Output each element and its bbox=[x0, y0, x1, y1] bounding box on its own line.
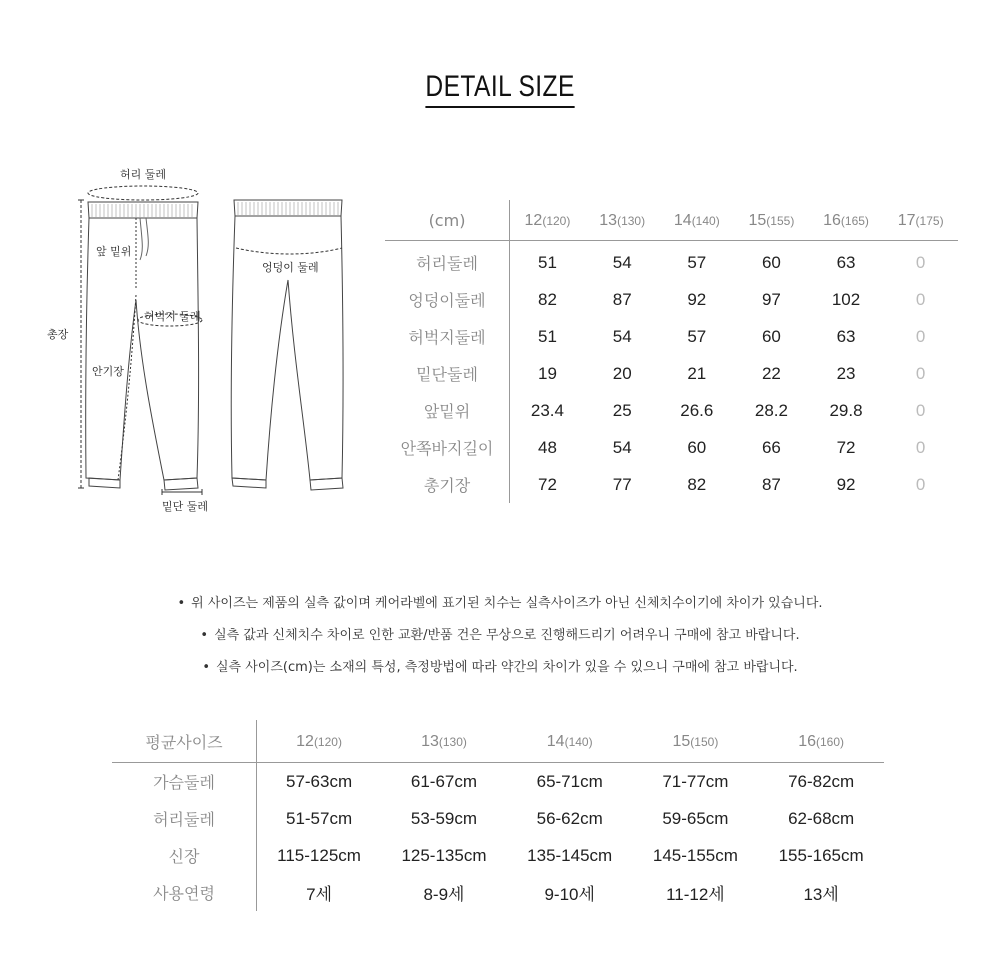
table-cell: 56-62cm bbox=[536, 808, 603, 828]
table-cell: 60 bbox=[761, 326, 781, 346]
table-cell: 51 bbox=[537, 252, 557, 272]
pants-diagram bbox=[40, 160, 370, 520]
row-label: 신장 bbox=[112, 837, 257, 874]
row-label: 가슴둘레 bbox=[112, 763, 257, 801]
note-line: • 실측 값과 신체치수 차이로 인한 교환/반품 건은 무상으로 진행해드리기 어려우니 구매에 참고 바랍니다. bbox=[200, 628, 800, 643]
table-cell: 25 bbox=[612, 400, 632, 420]
row-label: 사용연령 bbox=[112, 874, 257, 911]
table-header-row bbox=[385, 200, 958, 241]
unit-header: (cm) bbox=[385, 200, 510, 241]
table-cell: 102 bbox=[831, 289, 861, 309]
page-title: DETAIL SIZE bbox=[425, 70, 574, 108]
hip-label: 엉덩이 둘레 bbox=[262, 261, 319, 274]
bullet-icon: • bbox=[202, 660, 210, 675]
row-label: 허리둘레 bbox=[385, 241, 510, 282]
table-cell: 65-71cm bbox=[536, 771, 603, 791]
table-row bbox=[385, 281, 958, 318]
table-row bbox=[385, 318, 958, 355]
table-row bbox=[112, 837, 884, 874]
table-cell: 51 bbox=[537, 326, 557, 346]
table-cell: 59-65cm bbox=[662, 808, 729, 828]
table-cell: 0 bbox=[915, 400, 926, 420]
size-header: 16(165) bbox=[809, 200, 884, 241]
table-cell: 66 bbox=[761, 437, 781, 457]
table-cell: 11-12세 bbox=[666, 885, 725, 904]
table-row bbox=[112, 800, 884, 837]
table-cell: 77 bbox=[612, 474, 632, 494]
size-header: 17(175) bbox=[883, 200, 958, 241]
table-cell: 29.8 bbox=[829, 400, 863, 420]
row-label: 엉덩이둘레 bbox=[385, 281, 510, 318]
table-cell: 57 bbox=[687, 252, 707, 272]
table-cell: 28.2 bbox=[754, 400, 788, 420]
table-row bbox=[112, 763, 884, 801]
table-cell: 48 bbox=[537, 437, 557, 457]
table-cell: 63 bbox=[836, 326, 856, 346]
row-label: 앞밑위 bbox=[385, 392, 510, 429]
table-cell: 21 bbox=[687, 363, 707, 383]
table-cell: 115-125cm bbox=[277, 845, 361, 865]
page-title-wrap bbox=[0, 70, 1000, 108]
row-label: 총기장 bbox=[385, 466, 510, 503]
table-cell: 72 bbox=[537, 474, 557, 494]
table-cell: 87 bbox=[761, 474, 781, 494]
hem-label: 밑단 둘레 bbox=[162, 500, 209, 513]
table-cell: 71-77cm bbox=[662, 771, 729, 791]
size-header: 14(140) bbox=[507, 720, 633, 763]
size-header: 16(160) bbox=[758, 720, 884, 763]
bullet-icon: • bbox=[177, 596, 186, 611]
table-cell: 60 bbox=[761, 252, 781, 272]
table-cell: 125-135cm bbox=[401, 845, 487, 865]
table-cell: 26.6 bbox=[680, 400, 714, 420]
average-size-table bbox=[112, 720, 884, 911]
row-label: 허리둘레 bbox=[112, 800, 257, 837]
size-header: 14(140) bbox=[660, 200, 735, 241]
row-label: 안쪽바지길이 bbox=[385, 429, 510, 466]
table-cell: 61-67cm bbox=[410, 771, 478, 791]
table-cell: 92 bbox=[836, 474, 856, 494]
table-cell: 0 bbox=[915, 252, 926, 272]
table-cell: 0 bbox=[915, 326, 926, 346]
notes bbox=[0, 592, 1000, 688]
table-cell: 82 bbox=[537, 289, 557, 309]
table-cell: 19 bbox=[537, 363, 557, 383]
size-header: 12(120) bbox=[510, 200, 585, 241]
note-line: • 실측 사이즈(cm)는 소재의 특성, 측정방법에 따라 약간의 차이가 있을 수 있으니 구매에 참고 바랍니다. bbox=[202, 660, 798, 675]
table-row bbox=[385, 392, 958, 429]
bullet-icon: • bbox=[200, 628, 209, 643]
table-row bbox=[112, 874, 884, 911]
table-cell: 23.4 bbox=[530, 400, 564, 420]
table-cell: 54 bbox=[612, 437, 632, 457]
size-header: 15(155) bbox=[734, 200, 809, 241]
table-cell: 0 bbox=[915, 437, 926, 457]
table-cell: 23 bbox=[836, 363, 856, 383]
row-label: 밑단둘레 bbox=[385, 355, 510, 392]
table-cell: 76-82cm bbox=[788, 771, 855, 791]
table-cell: 0 bbox=[915, 363, 926, 383]
table-cell: 72 bbox=[836, 437, 856, 457]
row-label: 허벅지둘레 bbox=[385, 318, 510, 355]
table-cell: 135-145cm bbox=[527, 845, 613, 865]
table-cell: 62-68cm bbox=[788, 808, 855, 828]
table-cell: 87 bbox=[612, 289, 632, 309]
table-row bbox=[385, 429, 958, 466]
table-row bbox=[385, 466, 958, 503]
inseam-label: 안기장 bbox=[92, 365, 124, 378]
front-rise-label: 앞 밑위 bbox=[96, 245, 132, 258]
size-header: 13(130) bbox=[381, 720, 507, 763]
table-cell: 22 bbox=[761, 363, 781, 383]
table-cell: 0 bbox=[915, 289, 926, 309]
average-size-header: 평균사이즈 bbox=[112, 720, 257, 763]
thigh-label: 허벅지 둘레 bbox=[144, 310, 201, 323]
table-cell: 53-59cm bbox=[410, 808, 478, 828]
table-cell: 63 bbox=[836, 252, 856, 272]
table-cell: 145-155cm bbox=[652, 845, 738, 865]
pants-illustration bbox=[40, 160, 370, 520]
table-cell: 54 bbox=[612, 326, 632, 346]
table-cell: 60 bbox=[687, 437, 707, 457]
table-cell: 0 bbox=[915, 474, 926, 494]
table-cell: 54 bbox=[612, 252, 632, 272]
table-cell: 92 bbox=[687, 289, 707, 309]
table-row bbox=[385, 355, 958, 392]
table-cell: 20 bbox=[612, 363, 632, 383]
table-cell: 13세 bbox=[803, 885, 839, 904]
note-line: • 위 사이즈는 제품의 실측 값이며 케어라벨에 표기된 치수는 실측사이즈가 아닌 신체치수이기에 차이가 있습니다. bbox=[177, 596, 823, 611]
table-cell: 82 bbox=[687, 474, 707, 494]
waist-label: 허리 둘레 bbox=[120, 168, 167, 181]
table-cell: 57 bbox=[687, 326, 707, 346]
total-length-label: 총장 bbox=[47, 328, 69, 341]
table-cell: 8-9세 bbox=[423, 885, 465, 904]
size-header: 13(130) bbox=[585, 200, 660, 241]
table-cell: 51-57cm bbox=[285, 808, 353, 828]
size-header: 12(120) bbox=[257, 720, 382, 763]
table-cell: 9-10세 bbox=[544, 885, 595, 904]
table-cell: 155-165cm bbox=[778, 845, 864, 865]
detail-size-table bbox=[385, 200, 958, 503]
table-cell: 97 bbox=[761, 289, 781, 309]
table-header-row bbox=[112, 720, 884, 763]
table-cell: 7세 bbox=[306, 885, 332, 904]
size-header: 15(150) bbox=[633, 720, 759, 763]
table-cell: 57-63cm bbox=[285, 771, 353, 791]
table-row bbox=[385, 241, 958, 282]
